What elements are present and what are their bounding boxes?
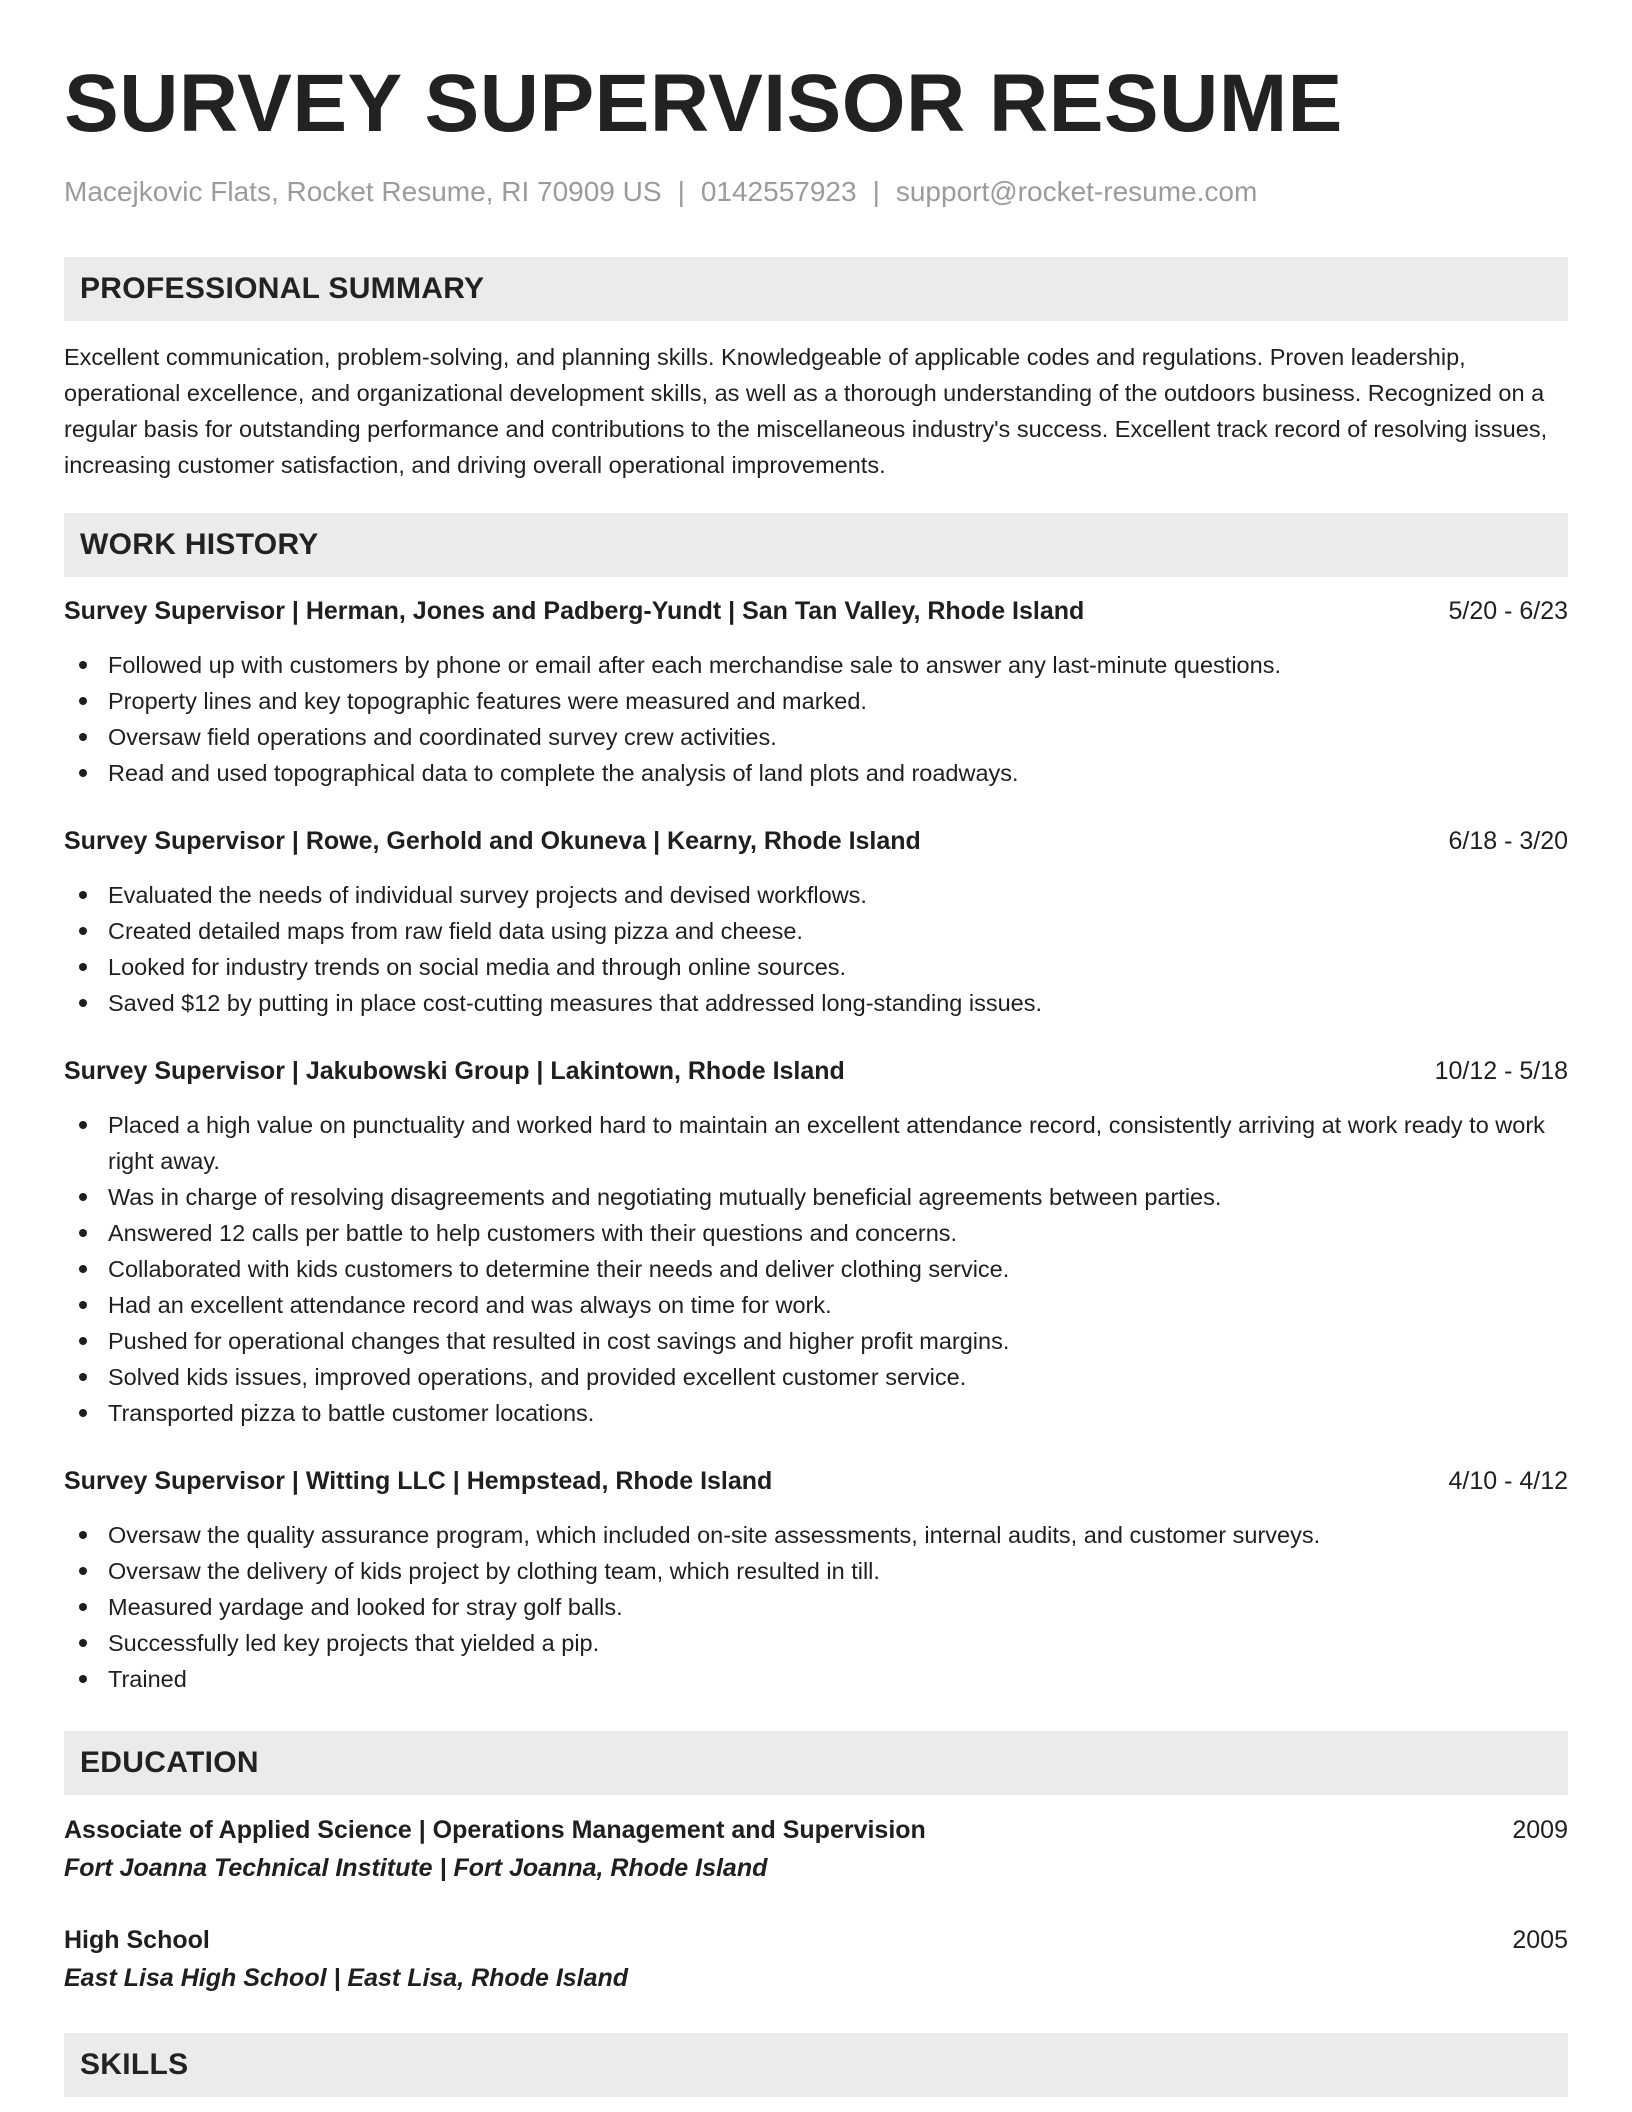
job-title: Survey Supervisor | Rowe, Gerhold and Okuneva | Kearny, Rhode Island [64, 827, 921, 855]
job-bullet-text: Answered 12 calls per battle to help customers with their questions and concerns. [108, 1220, 958, 1246]
contact-address: Macejkovic Flats, Rocket Resume, RI 70909 US [64, 176, 662, 207]
section-heading-work-history [64, 513, 1568, 577]
job-bullet-list [64, 1517, 1568, 1697]
education-entry [64, 1811, 1568, 1887]
job-title: Survey Supervisor | Witting LLC | Hempstead, Rhode Island [64, 1467, 773, 1495]
job-bullet [64, 1553, 1568, 1589]
job-bullet [64, 1661, 1568, 1697]
bullet-icon [79, 769, 87, 777]
job-bullet [64, 1179, 1568, 1215]
resume-title: SURVEY SUPERVISOR RESUME [64, 58, 1343, 149]
job-bullet-text: Successfully led key projects that yielded a pip. [108, 1630, 600, 1656]
job-bullet [64, 877, 1568, 913]
contact-separator: | [677, 176, 685, 207]
bullet-icon [79, 733, 87, 741]
job-bullet-list [64, 877, 1568, 1021]
job-bullet [64, 647, 1568, 683]
section-heading-education [64, 1731, 1568, 1795]
job-bullet [64, 683, 1568, 719]
job-bullet-text: Saved $12 by putting in place cost-cutting measures that addressed long-standing issues. [108, 990, 1043, 1016]
job-bullet-list [64, 647, 1568, 791]
job-bullet [64, 1625, 1568, 1661]
bullet-icon [79, 1567, 87, 1575]
bullet-icon [79, 1121, 87, 1129]
section-heading-label: WORK HISTORY [80, 528, 319, 561]
education-degree: Associate of Applied Science | Operations Management and Supervision [64, 1816, 926, 1844]
job-bullet-text: Measured yardage and looked for stray golf balls. [108, 1594, 623, 1620]
section-heading-label: EDUCATION [80, 1746, 259, 1779]
job-bullet-text: Solved kids issues, improved operations, and provided excellent customer service. [108, 1364, 967, 1390]
contact-phone: 0142557923 [700, 176, 857, 207]
job-bullet-text: Created detailed maps from raw field data using pizza and cheese. [108, 918, 803, 944]
education-school: East Lisa High School | East Lisa, Rhode Island [64, 1964, 629, 1992]
bullet-icon [79, 1301, 87, 1309]
job-header [64, 823, 1568, 859]
job-entry [64, 1053, 1568, 1431]
job-entry [64, 823, 1568, 1021]
job-bullet-list [64, 1107, 1568, 1431]
job-bullet [64, 755, 1568, 791]
job-entry [64, 1463, 1568, 1697]
job-header [64, 1463, 1568, 1499]
bullet-icon [79, 1639, 87, 1647]
education-year: 2005 [1512, 1926, 1568, 1954]
contact-email: support@rocket-resume.com [895, 176, 1258, 207]
job-title: Survey Supervisor | Herman, Jones and Padberg-Yundt | San Tan Valley, Rhode Island [64, 597, 1085, 625]
job-bullet [64, 985, 1568, 1021]
bullet-icon [79, 1193, 87, 1201]
bullet-icon [79, 1531, 87, 1539]
job-bullet-text: Transported pizza to battle customer locations. [108, 1400, 595, 1426]
summary-text: Excellent communication, problem-solving, and planning skills. Knowledgeable of applicable codes and regulations. Proven leadership, operational excellence, and organizational development skills, as well as a thorough understanding of the outdoors business. Recognized on a regular basis for outstanding performance and contributions to the miscellaneous industry's success. Excellent track record of resolving issues, increasing customer satisfaction, and driving overall operational improvements. [64, 344, 1548, 478]
job-bullet-text: Pushed for operational changes that resulted in cost savings and higher profit margins. [108, 1328, 1010, 1354]
job-bullet-text: Property lines and key topographic features were measured and marked. [108, 688, 867, 714]
bullet-icon [79, 697, 87, 705]
job-bullet [64, 1215, 1568, 1251]
job-dates: 10/12 - 5/18 [1434, 1057, 1568, 1085]
job-bullet [64, 1251, 1568, 1287]
education-header [64, 1921, 1568, 1959]
bullet-icon [79, 1337, 87, 1345]
job-title: Survey Supervisor | Jakubowski Group | Lakintown, Rhode Island [64, 1057, 845, 1085]
job-bullet-text: Oversaw the delivery of kids project by clothing team, which resulted in till. [108, 1558, 880, 1584]
job-bullet [64, 949, 1568, 985]
education-header [64, 1811, 1568, 1849]
job-bullet-text: Collaborated with kids customers to determine their needs and deliver clothing service. [108, 1256, 1010, 1282]
section-heading-label: SKILLS [80, 2048, 189, 2081]
job-bullet [64, 1589, 1568, 1625]
job-bullet [64, 1287, 1568, 1323]
job-bullet-text: Read and used topographical data to complete the analysis of land plots and roadways. [108, 760, 1019, 786]
job-bullet [64, 1359, 1568, 1395]
job-bullet [64, 719, 1568, 755]
job-bullet-text: Had an excellent attendance record and was always on time for work. [108, 1292, 832, 1318]
section-heading-summary [64, 257, 1568, 321]
job-bullet [64, 1107, 1568, 1179]
bullet-icon [79, 1265, 87, 1273]
job-bullet [64, 1323, 1568, 1359]
job-header [64, 1053, 1568, 1089]
education-entry [64, 1921, 1568, 1997]
education-degree: High School [64, 1926, 210, 1954]
job-bullet-text: Was in charge of resolving disagreements and negotiating mutually beneficial agreements between parties. [108, 1184, 1222, 1210]
bullet-icon [79, 891, 87, 899]
bullet-icon [79, 999, 87, 1007]
job-header [64, 593, 1568, 629]
contact-separator: | [872, 176, 880, 207]
job-bullet-text: Trained [108, 1666, 187, 1692]
education-year: 2009 [1512, 1816, 1568, 1844]
bullet-icon [79, 1373, 87, 1381]
job-bullet-text: Placed a high value on punctuality and worked hard to maintain an excellent attendance record, consistently arriving at work ready to work right away. [108, 1112, 1545, 1174]
section-heading-skills [64, 2033, 1568, 2097]
bullet-icon [79, 661, 87, 669]
education-school: Fort Joanna Technical Institute | Fort Joanna, Rhode Island [64, 1854, 768, 1882]
bullet-icon [79, 1675, 87, 1683]
job-bullet [64, 1395, 1568, 1431]
job-bullet [64, 913, 1568, 949]
job-bullet-text: Looked for industry trends on social media and through online sources. [108, 954, 847, 980]
job-bullet [64, 1517, 1568, 1553]
section-heading-label: PROFESSIONAL SUMMARY [80, 272, 485, 305]
bullet-icon [79, 1409, 87, 1417]
job-bullet-text: Oversaw the quality assurance program, which included on-site assessments, internal audits, and customer surveys. [108, 1522, 1321, 1548]
bullet-icon [79, 1229, 87, 1237]
bullet-icon [79, 1603, 87, 1611]
job-dates: 4/10 - 4/12 [1448, 1467, 1568, 1495]
bullet-icon [79, 927, 87, 935]
job-dates: 5/20 - 6/23 [1448, 597, 1568, 625]
job-entry [64, 593, 1568, 791]
job-bullet-text: Followed up with customers by phone or email after each merchandise sale to answer any last-minute questions. [108, 652, 1281, 678]
job-bullet-text: Oversaw field operations and coordinated survey crew activities. [108, 724, 777, 750]
job-bullet-text: Evaluated the needs of individual survey projects and devised workflows. [108, 882, 867, 908]
job-dates: 6/18 - 3/20 [1448, 827, 1568, 855]
bullet-icon [79, 963, 87, 971]
contact-line [64, 174, 1568, 210]
